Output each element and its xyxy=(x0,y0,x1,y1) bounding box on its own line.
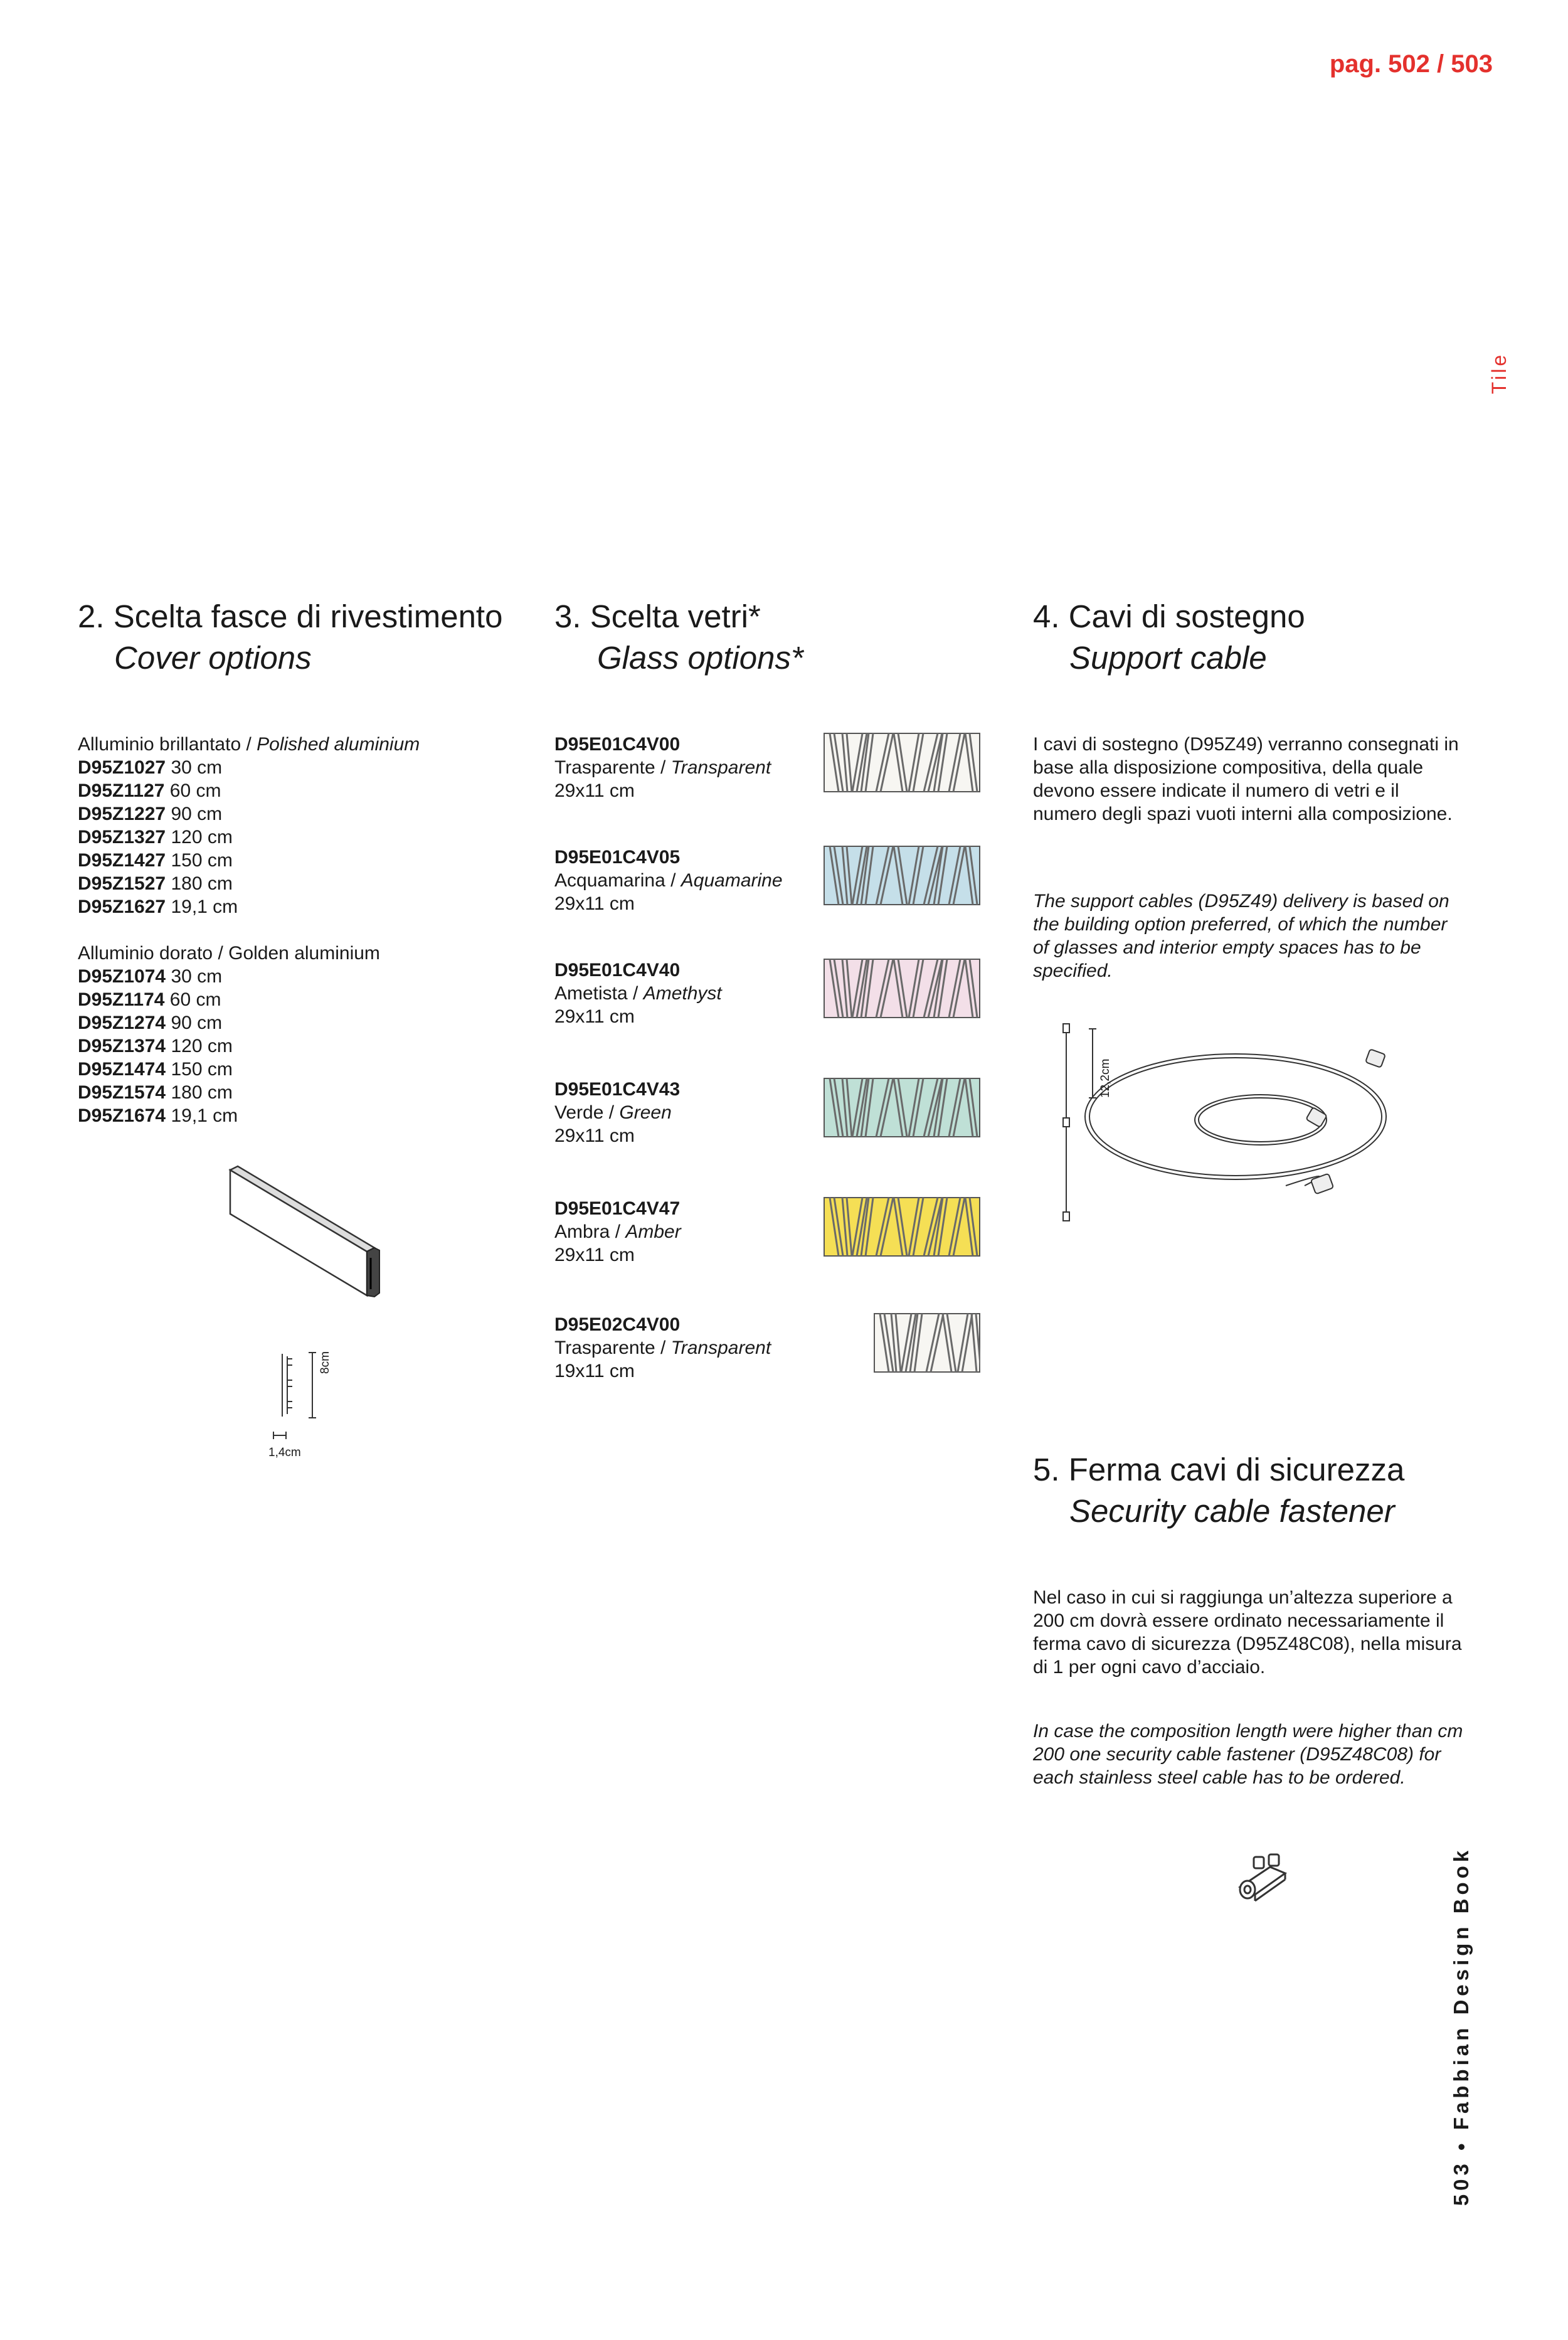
section-glass-options xyxy=(554,596,906,679)
section5-text-it: Nel caso in cui si raggiunga un’altezza superiore a 200 cm dovrà essere ordinato necessariamente il ferma cavo di sicurezza (D95Z48C08), nella misura di 1 per ogni cavo d’acciaio. xyxy=(1033,1587,1462,1678)
cover-code: D95Z1127 xyxy=(78,780,165,801)
section5-subtitle: Security cable fastener xyxy=(1069,1493,1395,1529)
glass-name: Verde / Green xyxy=(554,1102,672,1123)
cover-size: 150 cm xyxy=(166,1059,233,1080)
section4-text-en: The support cables (D95Z49) delivery is based on the building option preferred, of which the number of glasses and interior empty spaces has to be specified. xyxy=(1033,891,1449,981)
cover-size: 60 cm xyxy=(164,780,221,801)
cover-item xyxy=(78,1081,517,1104)
cover-size: 180 cm xyxy=(166,1082,233,1103)
glass-size: 29x11 cm xyxy=(554,780,635,801)
section2-title: 2. Scelta fasce di rivestimento xyxy=(78,598,503,634)
cover-code: D95Z1274 xyxy=(78,1013,166,1033)
glass-item xyxy=(554,1078,818,1147)
cover-code: D95Z1474 xyxy=(78,1059,166,1080)
section5-title: 5. Ferma cavi di sicurezza xyxy=(1033,1452,1405,1487)
cover-item xyxy=(78,779,517,802)
glass-swatch xyxy=(824,959,980,1018)
cover-size: 19,1 cm xyxy=(166,896,238,917)
group2-items xyxy=(78,965,517,1127)
glass-code: D95E01C4V43 xyxy=(554,1079,681,1100)
cover-code: D95Z1527 xyxy=(78,873,166,894)
book-footer: 503 • Fabbian Design Book xyxy=(1449,1846,1473,2206)
glass-size: 19x11 cm xyxy=(554,1361,635,1381)
section3-title: 3. Scelta vetri* xyxy=(554,598,761,634)
section2-subtitle: Cover options xyxy=(114,640,312,676)
cover-code: D95Z1227 xyxy=(78,804,166,824)
cover-item xyxy=(78,988,517,1011)
cover-size: 90 cm xyxy=(166,1013,223,1033)
profile-height-label: 8cm xyxy=(319,1351,332,1374)
cover-code: D95Z1327 xyxy=(78,827,166,848)
cover-code: D95Z1174 xyxy=(78,989,165,1010)
group2-label: Alluminio dorato / Golden aluminium xyxy=(78,943,380,964)
glass-item xyxy=(554,846,818,915)
glass-code: D95E01C4V47 xyxy=(554,1198,681,1219)
cover-item xyxy=(78,826,517,849)
support-cable-illustration xyxy=(1047,1016,1493,1236)
glass-code: D95E01C4V40 xyxy=(554,960,681,981)
cover-size: 30 cm xyxy=(166,757,223,778)
glass-item xyxy=(554,959,818,1028)
cover-item xyxy=(78,1058,517,1081)
glass-code: D95E02C4V00 xyxy=(554,1314,681,1335)
cover-code: D95Z1427 xyxy=(78,850,166,871)
glass-name: Trasparente / Transparent xyxy=(554,757,771,778)
glass-swatch xyxy=(824,1078,980,1137)
glass-size: 29x11 cm xyxy=(554,1006,635,1027)
cover-item xyxy=(78,756,517,779)
cover-size: 30 cm xyxy=(166,966,223,987)
glass-item xyxy=(554,1197,818,1267)
section-security-fastener xyxy=(1033,1449,1485,1532)
section-cover-options xyxy=(78,596,529,679)
side-tab-label: Tile xyxy=(1488,352,1510,395)
cover-code: D95Z1374 xyxy=(78,1036,166,1056)
glass-swatch xyxy=(874,1313,980,1373)
group1-label: Alluminio brillantato / Polished aluminium xyxy=(78,734,420,755)
section4-subtitle: Support cable xyxy=(1069,640,1267,676)
glass-name: Ambra / Amber xyxy=(554,1221,681,1242)
cover-item xyxy=(78,1011,517,1034)
cover-item xyxy=(78,1034,517,1058)
cover-code: D95Z1574 xyxy=(78,1082,166,1103)
cover-list xyxy=(78,733,517,1127)
group1-items xyxy=(78,756,517,918)
section3-subtitle: Glass options* xyxy=(597,640,803,676)
cover-item xyxy=(78,1104,517,1127)
cover-size: 90 cm xyxy=(166,804,223,824)
cover-item xyxy=(78,965,517,988)
section-support-cable xyxy=(1033,596,1485,679)
glass-item xyxy=(554,1313,818,1383)
glass-name: Trasparente / Transparent xyxy=(554,1338,771,1358)
profile-width-label: 1,4cm xyxy=(268,1446,301,1459)
cover-size: 150 cm xyxy=(166,850,233,871)
cable-dim-label: 12,2cm xyxy=(1099,1058,1112,1098)
glass-name: Ametista / Amethyst xyxy=(554,983,722,1004)
fastener-illustration xyxy=(1232,1851,1295,1907)
glass-swatch xyxy=(824,1197,980,1257)
cover-item xyxy=(78,802,517,826)
cover-code: D95Z1027 xyxy=(78,757,166,778)
cover-size: 120 cm xyxy=(166,1036,233,1056)
glass-item xyxy=(554,733,818,802)
section5-text-en: In case the composition length were higher than cm 200 one security cable fastener (D95Z48C08) for each stainless steel cable has to be ordered. xyxy=(1033,1721,1463,1788)
glass-swatch xyxy=(824,733,980,792)
cover-item xyxy=(78,849,517,872)
cover-size: 60 cm xyxy=(164,989,221,1010)
cover-code: D95Z1627 xyxy=(78,896,166,917)
glass-size: 29x11 cm xyxy=(554,893,635,914)
cover-size: 180 cm xyxy=(166,873,233,894)
glass-name: Acquamarina / Aquamarine xyxy=(554,870,783,891)
cover-item xyxy=(78,872,517,895)
section4-title: 4. Cavi di sostegno xyxy=(1033,598,1305,634)
glass-code: D95E01C4V00 xyxy=(554,734,681,755)
cover-item xyxy=(78,895,517,918)
section4-text-it: I cavi di sostegno (D95Z49) verranno consegnati in base alla disposizione compositiva, della quale devono essere indicate il numero di vetri e il numero degli spazi vuoti interni alla composizione. xyxy=(1033,734,1459,824)
glass-size: 29x11 cm xyxy=(554,1125,635,1146)
glass-swatch xyxy=(824,846,980,905)
glass-size: 29x11 cm xyxy=(554,1245,635,1265)
cover-code: D95Z1074 xyxy=(78,966,166,987)
cover-code: D95Z1674 xyxy=(78,1105,166,1126)
page-number: pag. 502 / 503 xyxy=(1329,50,1493,78)
glass-code: D95E01C4V05 xyxy=(554,847,681,868)
cover-size: 19,1 cm xyxy=(166,1105,238,1126)
cover-panel-illustration xyxy=(223,1164,392,1302)
cover-size: 120 cm xyxy=(166,827,233,848)
